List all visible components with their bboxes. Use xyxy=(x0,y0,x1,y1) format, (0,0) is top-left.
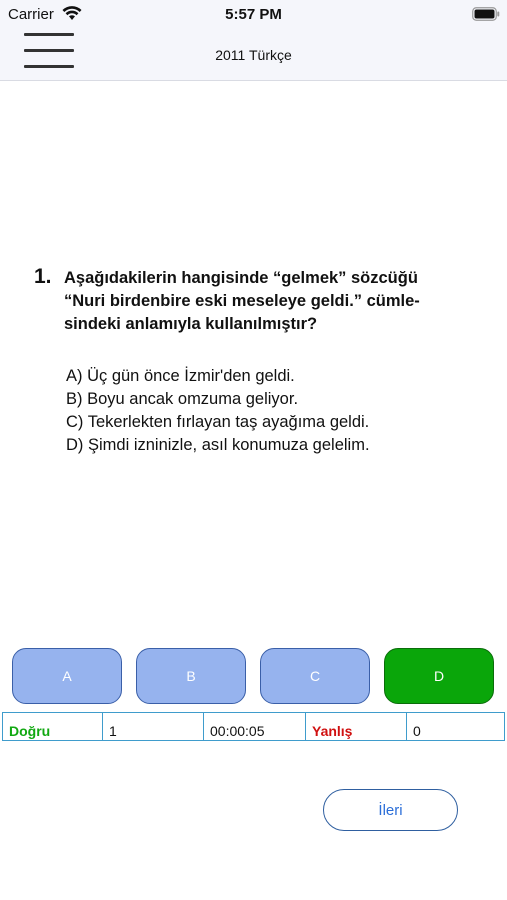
answer-b-button[interactable]: B xyxy=(136,648,246,704)
carrier-label: Carrier xyxy=(8,6,54,23)
status-time: 5:57 PM xyxy=(225,6,282,23)
option-b: B) Boyu ancak omzuma geliyor. xyxy=(66,390,299,408)
timer: 00:00:05 xyxy=(204,713,306,740)
answer-c-button[interactable]: C xyxy=(260,648,370,704)
answer-options xyxy=(66,365,486,457)
answer-d-button[interactable]: D xyxy=(384,648,494,704)
navigation-bar xyxy=(0,0,507,81)
wrong-count: 0 xyxy=(413,723,421,739)
correct-count: 1 xyxy=(103,713,204,740)
question-line: “Nuri birdenbire eski meseleye geldi.” cümle- xyxy=(64,292,420,310)
score-bar xyxy=(2,712,505,741)
next-button[interactable]: İleri xyxy=(323,789,458,831)
wrong-label: Yanlış xyxy=(306,713,407,740)
option-a: A) Üç gün önce İzmir'den geldi. xyxy=(66,367,295,385)
correct-label: Doğru xyxy=(3,713,103,740)
option-d: D) Şimdi izninizle, asıl konumuza gelelim. xyxy=(66,436,370,454)
status-bar xyxy=(0,0,507,28)
page-title: 2011 Türkçe xyxy=(215,47,292,63)
answer-buttons xyxy=(12,648,496,706)
question-line: sindeki anlamıyla kullanılmıştır? xyxy=(64,315,318,333)
battery-icon xyxy=(472,7,500,21)
question-number: 1. xyxy=(34,265,52,288)
option-c: C) Tekerlekten fırlayan taş ayağıma geldi. xyxy=(66,413,370,431)
answer-a-button[interactable]: A xyxy=(12,648,122,704)
question-text xyxy=(64,267,484,336)
question-line: Aşağıdakilerin hangisinde “gelmek” sözcüğü xyxy=(64,269,418,287)
